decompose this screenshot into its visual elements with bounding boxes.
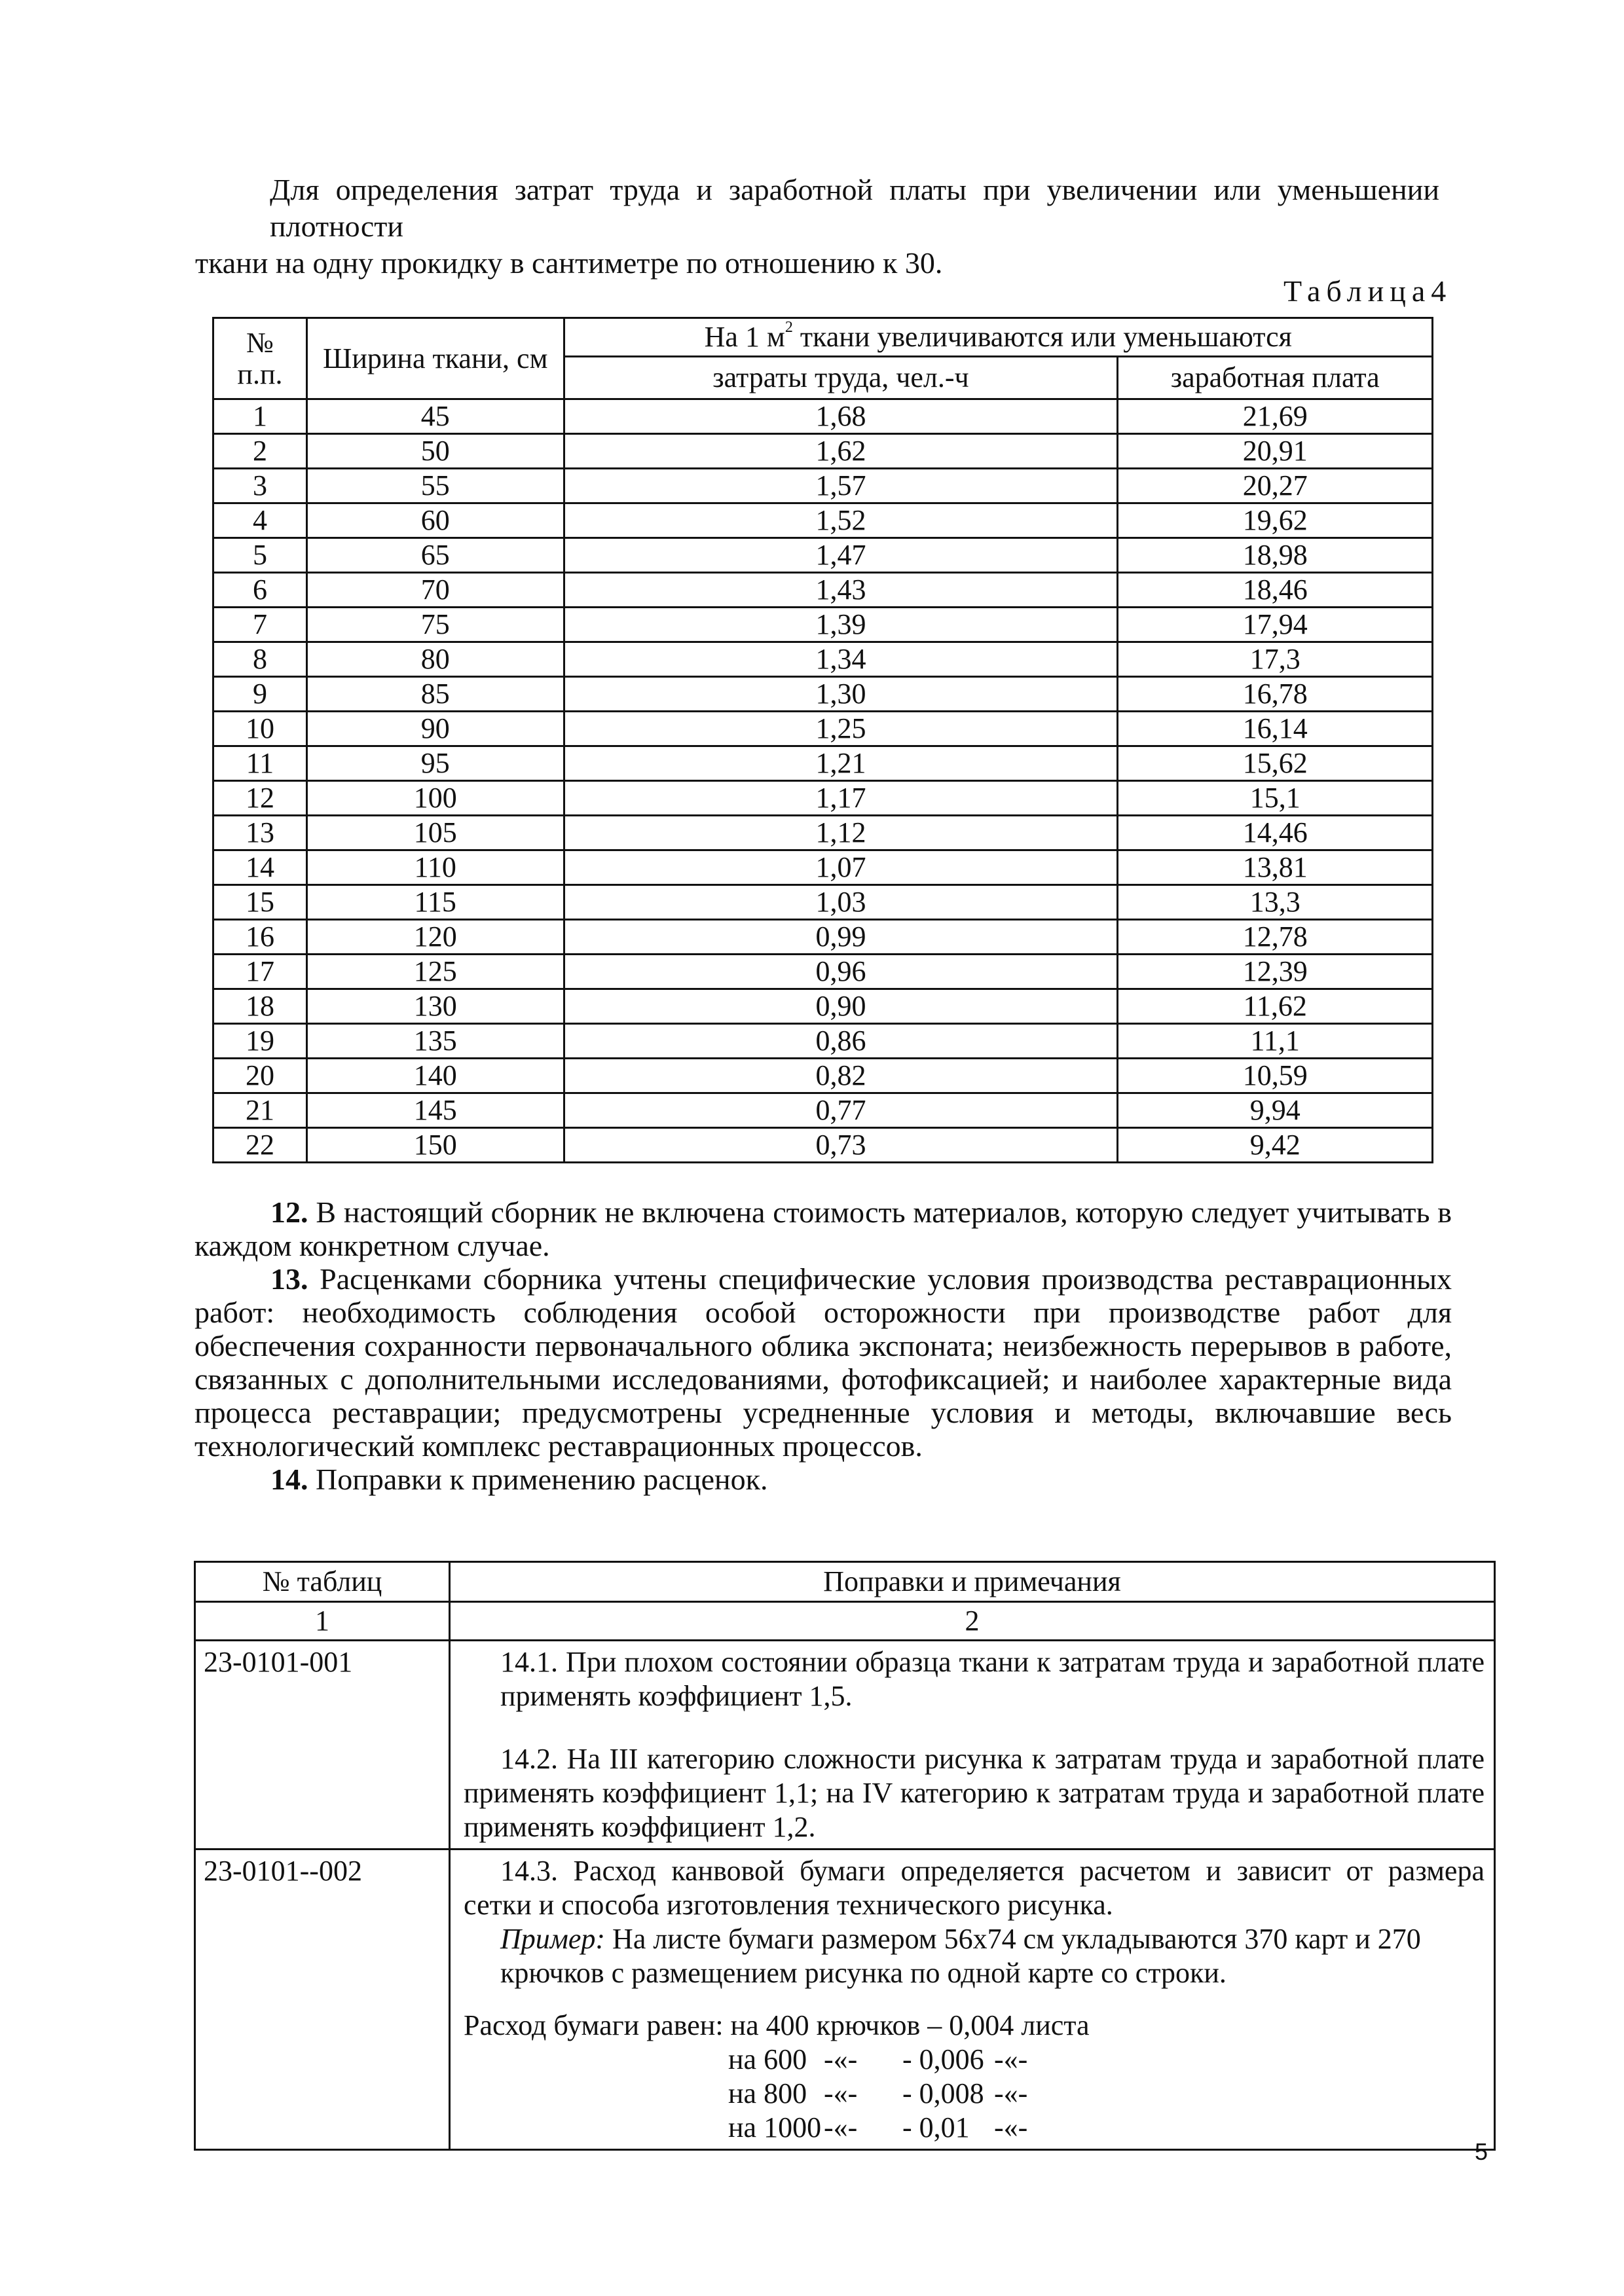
- row-number: 5: [213, 538, 307, 573]
- wage-value: 16,14: [1118, 712, 1433, 746]
- header-group-sup: 2: [784, 319, 793, 336]
- labor-cost: 1,62: [564, 434, 1118, 469]
- note-14-3: 14.3. Расход канвовой бумаги определяется расчетом и зависит от размера сетки и способа изготовления технического рисунка.: [464, 1855, 1485, 1921]
- table-row: [213, 1024, 1433, 1059]
- labor-cost: 1,43: [564, 573, 1118, 608]
- wage-value: 13,3: [1118, 885, 1433, 920]
- wage-value: 18,46: [1118, 573, 1433, 608]
- fabric-width: 55: [306, 469, 564, 503]
- row-number: 9: [213, 677, 307, 712]
- header-fabric-width: Ширина ткани, см: [306, 318, 564, 399]
- row-number: 14: [213, 850, 307, 885]
- table-row: [213, 677, 1433, 712]
- table-row: [213, 399, 1433, 434]
- fabric-width: 95: [306, 746, 564, 781]
- labor-cost: 1,68: [564, 399, 1118, 434]
- labor-cost: 0,99: [564, 920, 1118, 955]
- table-row: [213, 503, 1433, 538]
- corrections-row: [195, 1850, 1495, 2150]
- paragraph-text: Расценками сборника учтены специфические условия производства реставрационных работ: необходимость соблюдения особой осторожности при производстве работ для обеспечения сохранности первоначального облика экспоната; неизбежность перерывов в работе, связанных с дополнительными исследованиями, фотофиксацией; и наиболее характерные вида процесса реставрации; предусмотрены усредненные условия и методы, включавшие весь технологический комплекс реставрационных процессов.: [194, 1262, 1452, 1463]
- wage-value: 20,91: [1118, 434, 1433, 469]
- example-text: На листе бумаги размером 56x74 см укладываются 370 карт и 270 крючков с размещением рисунка по одной карте со строки.: [500, 1923, 1421, 1989]
- labor-cost: 1,52: [564, 503, 1118, 538]
- wage-value: 17,94: [1118, 608, 1433, 642]
- corrections-table: [194, 1561, 1496, 2151]
- fabric-width: 140: [306, 1059, 564, 1093]
- consumption-list: [464, 2043, 1485, 2145]
- ditto-mark: -«-: [994, 2043, 1028, 2075]
- row-number: 2: [213, 434, 307, 469]
- consumption-amount: на 600: [728, 2043, 807, 2075]
- header-group-post: ткани увеличиваются или уменьшаются: [792, 321, 1292, 353]
- labor-cost: 1,47: [564, 538, 1118, 573]
- fabric-width-table-body: [213, 399, 1433, 1163]
- labor-cost: 1,57: [564, 469, 1118, 503]
- wage-value: 9,42: [1118, 1128, 1433, 1163]
- table-row: [213, 850, 1433, 885]
- correction-notes: [450, 1850, 1495, 2150]
- ditto-mark: -«-: [824, 2111, 858, 2143]
- header-number-symbol: №: [246, 326, 274, 359]
- wage-value: 19,62: [1118, 503, 1433, 538]
- row-number: 6: [213, 573, 307, 608]
- paragraph-number: 12.: [270, 1195, 308, 1229]
- table-header-row: [213, 318, 1433, 357]
- fabric-width: 125: [306, 955, 564, 989]
- table-row: [213, 573, 1433, 608]
- labor-cost: 0,86: [564, 1024, 1118, 1059]
- labor-cost: 1,07: [564, 850, 1118, 885]
- table-row: [213, 920, 1433, 955]
- table-row: [213, 989, 1433, 1024]
- row-number: 15: [213, 885, 307, 920]
- corrections-header-row: [195, 1562, 1495, 1602]
- labor-cost: 0,90: [564, 989, 1118, 1024]
- consumption-row: [464, 2077, 1485, 2111]
- consumption-spacer: [464, 2077, 728, 2111]
- wage-value: 21,69: [1118, 399, 1433, 434]
- table-row: [213, 608, 1433, 642]
- example-label: Пример:: [500, 1923, 606, 1955]
- table-row: [213, 746, 1433, 781]
- wage-value: 16,78: [1118, 677, 1433, 712]
- fabric-width: 60: [306, 503, 564, 538]
- header-table-number: № таблиц: [195, 1562, 450, 1602]
- fabric-width: 85: [306, 677, 564, 712]
- row-number: 4: [213, 503, 307, 538]
- row-number: 21: [213, 1093, 307, 1128]
- consumption-amount: на 1000: [728, 2111, 822, 2143]
- fabric-width: 65: [306, 538, 564, 573]
- paragraph-12: [194, 1195, 1452, 1262]
- wage-value: 9,94: [1118, 1093, 1433, 1128]
- note-14-1: 14.1. При плохом состоянии образца ткани к затратам труда и заработной плате применять коэффициент 1,5.: [500, 1646, 1485, 1712]
- row-number: 8: [213, 642, 307, 677]
- labor-cost: 0,82: [564, 1059, 1118, 1093]
- table-code: 23-0101--002: [195, 1850, 450, 2150]
- ditto-mark: -«-: [824, 2043, 858, 2075]
- labor-cost: 0,73: [564, 1128, 1118, 1163]
- wage-value: 13,81: [1118, 850, 1433, 885]
- labor-cost: 1,30: [564, 677, 1118, 712]
- wage-value: 10,59: [1118, 1059, 1433, 1093]
- page-number: 5: [1475, 2138, 1488, 2165]
- labor-cost: 0,96: [564, 955, 1118, 989]
- wage-value: 11,1: [1118, 1024, 1433, 1059]
- consumption-spacer: [464, 2111, 728, 2145]
- header-group-pre: На 1 м: [704, 321, 785, 353]
- corrections-row: [195, 1641, 1495, 1850]
- labor-cost: 0,77: [564, 1093, 1118, 1128]
- header-number: [213, 318, 307, 399]
- table-row: [213, 955, 1433, 989]
- fabric-width: 75: [306, 608, 564, 642]
- table-row: [213, 1059, 1433, 1093]
- paragraph-number: 14.: [270, 1463, 308, 1496]
- table-caption: Таблица4: [1283, 274, 1452, 308]
- paragraph-text: В настоящий сборник не включена стоимость материалов, которую следует учитывать в каждом конкретном случае.: [194, 1195, 1452, 1262]
- fabric-width: 45: [306, 399, 564, 434]
- row-number: 3: [213, 469, 307, 503]
- wage-value: 15,62: [1118, 746, 1433, 781]
- table-row: [213, 712, 1433, 746]
- wage-value: 17,3: [1118, 642, 1433, 677]
- fabric-width: 70: [306, 573, 564, 608]
- labor-cost: 1,12: [564, 816, 1118, 850]
- labor-cost: 1,34: [564, 642, 1118, 677]
- header-labor: затраты труда, чел.-ч: [564, 357, 1118, 399]
- wage-value: 11,62: [1118, 989, 1433, 1024]
- wage-value: 14,46: [1118, 816, 1433, 850]
- consumption-value: - 0,008: [902, 2077, 984, 2109]
- fabric-width: 110: [306, 850, 564, 885]
- fabric-width: 150: [306, 1128, 564, 1163]
- row-number: 1: [213, 399, 307, 434]
- table-row: [213, 1093, 1433, 1128]
- body-paragraphs: [194, 1195, 1452, 1496]
- wage-value: 12,39: [1118, 955, 1433, 989]
- correction-notes: [450, 1641, 1495, 1850]
- table-code: 23-0101-001: [195, 1641, 450, 1850]
- labor-cost: 1,03: [564, 885, 1118, 920]
- row-number: 12: [213, 781, 307, 816]
- wage-value: 12,78: [1118, 920, 1433, 955]
- consumption-value: - 0,01: [902, 2111, 970, 2143]
- note-example: [464, 1922, 1485, 1990]
- paragraph-text: Поправки к применению расценок.: [308, 1463, 768, 1496]
- row-number: 17: [213, 955, 307, 989]
- table-row: [213, 469, 1433, 503]
- header-wage: заработная плата: [1118, 357, 1433, 399]
- table-row: [213, 434, 1433, 469]
- intro-line-2: ткани на одну прокидку в сантиметре по отношению к 30.: [195, 246, 943, 280]
- row-number: 19: [213, 1024, 307, 1059]
- row-number: 22: [213, 1128, 307, 1163]
- fabric-width: 115: [306, 885, 564, 920]
- fabric-width: 135: [306, 1024, 564, 1059]
- fabric-width: 120: [306, 920, 564, 955]
- wage-value: 20,27: [1118, 469, 1433, 503]
- wage-value: 18,98: [1118, 538, 1433, 573]
- wage-value: 15,1: [1118, 781, 1433, 816]
- consumption-spacer: [464, 2043, 728, 2077]
- header-group: [564, 318, 1433, 357]
- table-row: [213, 1128, 1433, 1163]
- table-row: [213, 885, 1433, 920]
- fabric-width: 105: [306, 816, 564, 850]
- row-number: 18: [213, 989, 307, 1024]
- fabric-width-table: [212, 317, 1433, 1163]
- header-number-sub: п.п.: [237, 357, 283, 390]
- table-row: [213, 538, 1433, 573]
- consumption-amount: на 800: [728, 2077, 807, 2109]
- fabric-width: 80: [306, 642, 564, 677]
- paragraph-13: [194, 1262, 1452, 1463]
- row-number: 11: [213, 746, 307, 781]
- table-row: [213, 816, 1433, 850]
- labor-cost: 1,21: [564, 746, 1118, 781]
- labor-cost: 1,39: [564, 608, 1118, 642]
- paragraph-14: [194, 1463, 1452, 1496]
- index-col-1: 1: [195, 1602, 450, 1641]
- labor-cost: 1,25: [564, 712, 1118, 746]
- consumption-row: [464, 2043, 1485, 2077]
- consumption-lead: Расход бумаги равен: на 400 крючков – 0,004 листа: [464, 2009, 1090, 2041]
- table-row: [213, 781, 1433, 816]
- header-corrections: Поправки и примечания: [450, 1562, 1495, 1602]
- ditto-mark: -«-: [994, 2111, 1028, 2143]
- row-number: 13: [213, 816, 307, 850]
- corrections-index-row: [195, 1602, 1495, 1641]
- intro-paragraph: [195, 172, 1439, 282]
- index-col-2: 2: [450, 1602, 1495, 1641]
- consumption-row: [464, 2111, 1485, 2145]
- table-row: [213, 642, 1433, 677]
- paragraph-number: 13.: [270, 1262, 308, 1296]
- row-number: 10: [213, 712, 307, 746]
- intro-line-1: Для определения затрат труда и заработной платы при увеличении или уменьшении плотности: [270, 173, 1439, 243]
- ditto-mark: -«-: [824, 2077, 858, 2109]
- ditto-mark: -«-: [994, 2077, 1028, 2109]
- labor-cost: 1,17: [564, 781, 1118, 816]
- fabric-width: 50: [306, 434, 564, 469]
- paper-consumption: [464, 2009, 1485, 2145]
- fabric-width: 145: [306, 1093, 564, 1128]
- fabric-width: 100: [306, 781, 564, 816]
- fabric-width: 90: [306, 712, 564, 746]
- row-number: 16: [213, 920, 307, 955]
- row-number: 20: [213, 1059, 307, 1093]
- consumption-value: - 0,006: [902, 2043, 984, 2075]
- fabric-width: 130: [306, 989, 564, 1024]
- row-number: 7: [213, 608, 307, 642]
- note-14-2: 14.2. На III категорию сложности рисунка к затратам труда и заработной плате применять коэффициент 1,1; на IV категорию к затратам труда и заработной плате применять коэффициент 1,2.: [464, 1743, 1485, 1843]
